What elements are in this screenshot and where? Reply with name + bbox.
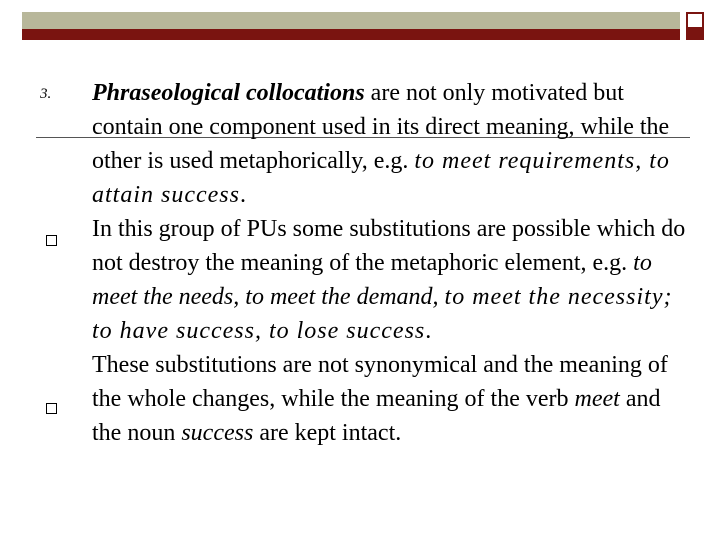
bullet-text: In this group of PUs some substitutions are possible which do not destroy the meaning of the metaphoric element, e.g. — [92, 216, 686, 276]
term-phraseological-collocations: Phraseological collocations — [92, 80, 365, 106]
corner-square-icon — [686, 12, 704, 29]
bullet-number: 3. — [40, 86, 52, 102]
example-text: to meet the necessity; to have success, to lose success — [92, 284, 673, 344]
square-bullet-icon — [46, 403, 57, 414]
bullet-text: are kept intact. — [253, 420, 402, 446]
example-text: meet — [574, 386, 620, 412]
example-text: to meet the needs, to meet the demand, — [92, 250, 652, 310]
square-bullet-icon — [46, 235, 57, 246]
header-band-accent — [22, 29, 680, 40]
slide-body — [92, 76, 692, 450]
bullet-text: . — [239, 182, 246, 208]
bullet-text: are not only motivated but contain one component used in its direct meaning, while the other is used metaphorically, e.g. — [92, 80, 670, 174]
corner-square-accent — [686, 29, 704, 40]
bullet-item — [92, 76, 692, 212]
header-band — [22, 12, 680, 29]
example-text: success — [181, 420, 254, 446]
bullet-text: . — [425, 318, 432, 344]
example-text: to meet requirements, to attain success — [92, 148, 670, 208]
bullet-item — [92, 348, 692, 450]
bullet-text: and the noun — [92, 386, 661, 446]
bullet-item — [92, 212, 692, 348]
bullet-text: These substitutions are not synonymical and the meaning of the whole changes, while the meaning of the verb — [92, 352, 668, 412]
